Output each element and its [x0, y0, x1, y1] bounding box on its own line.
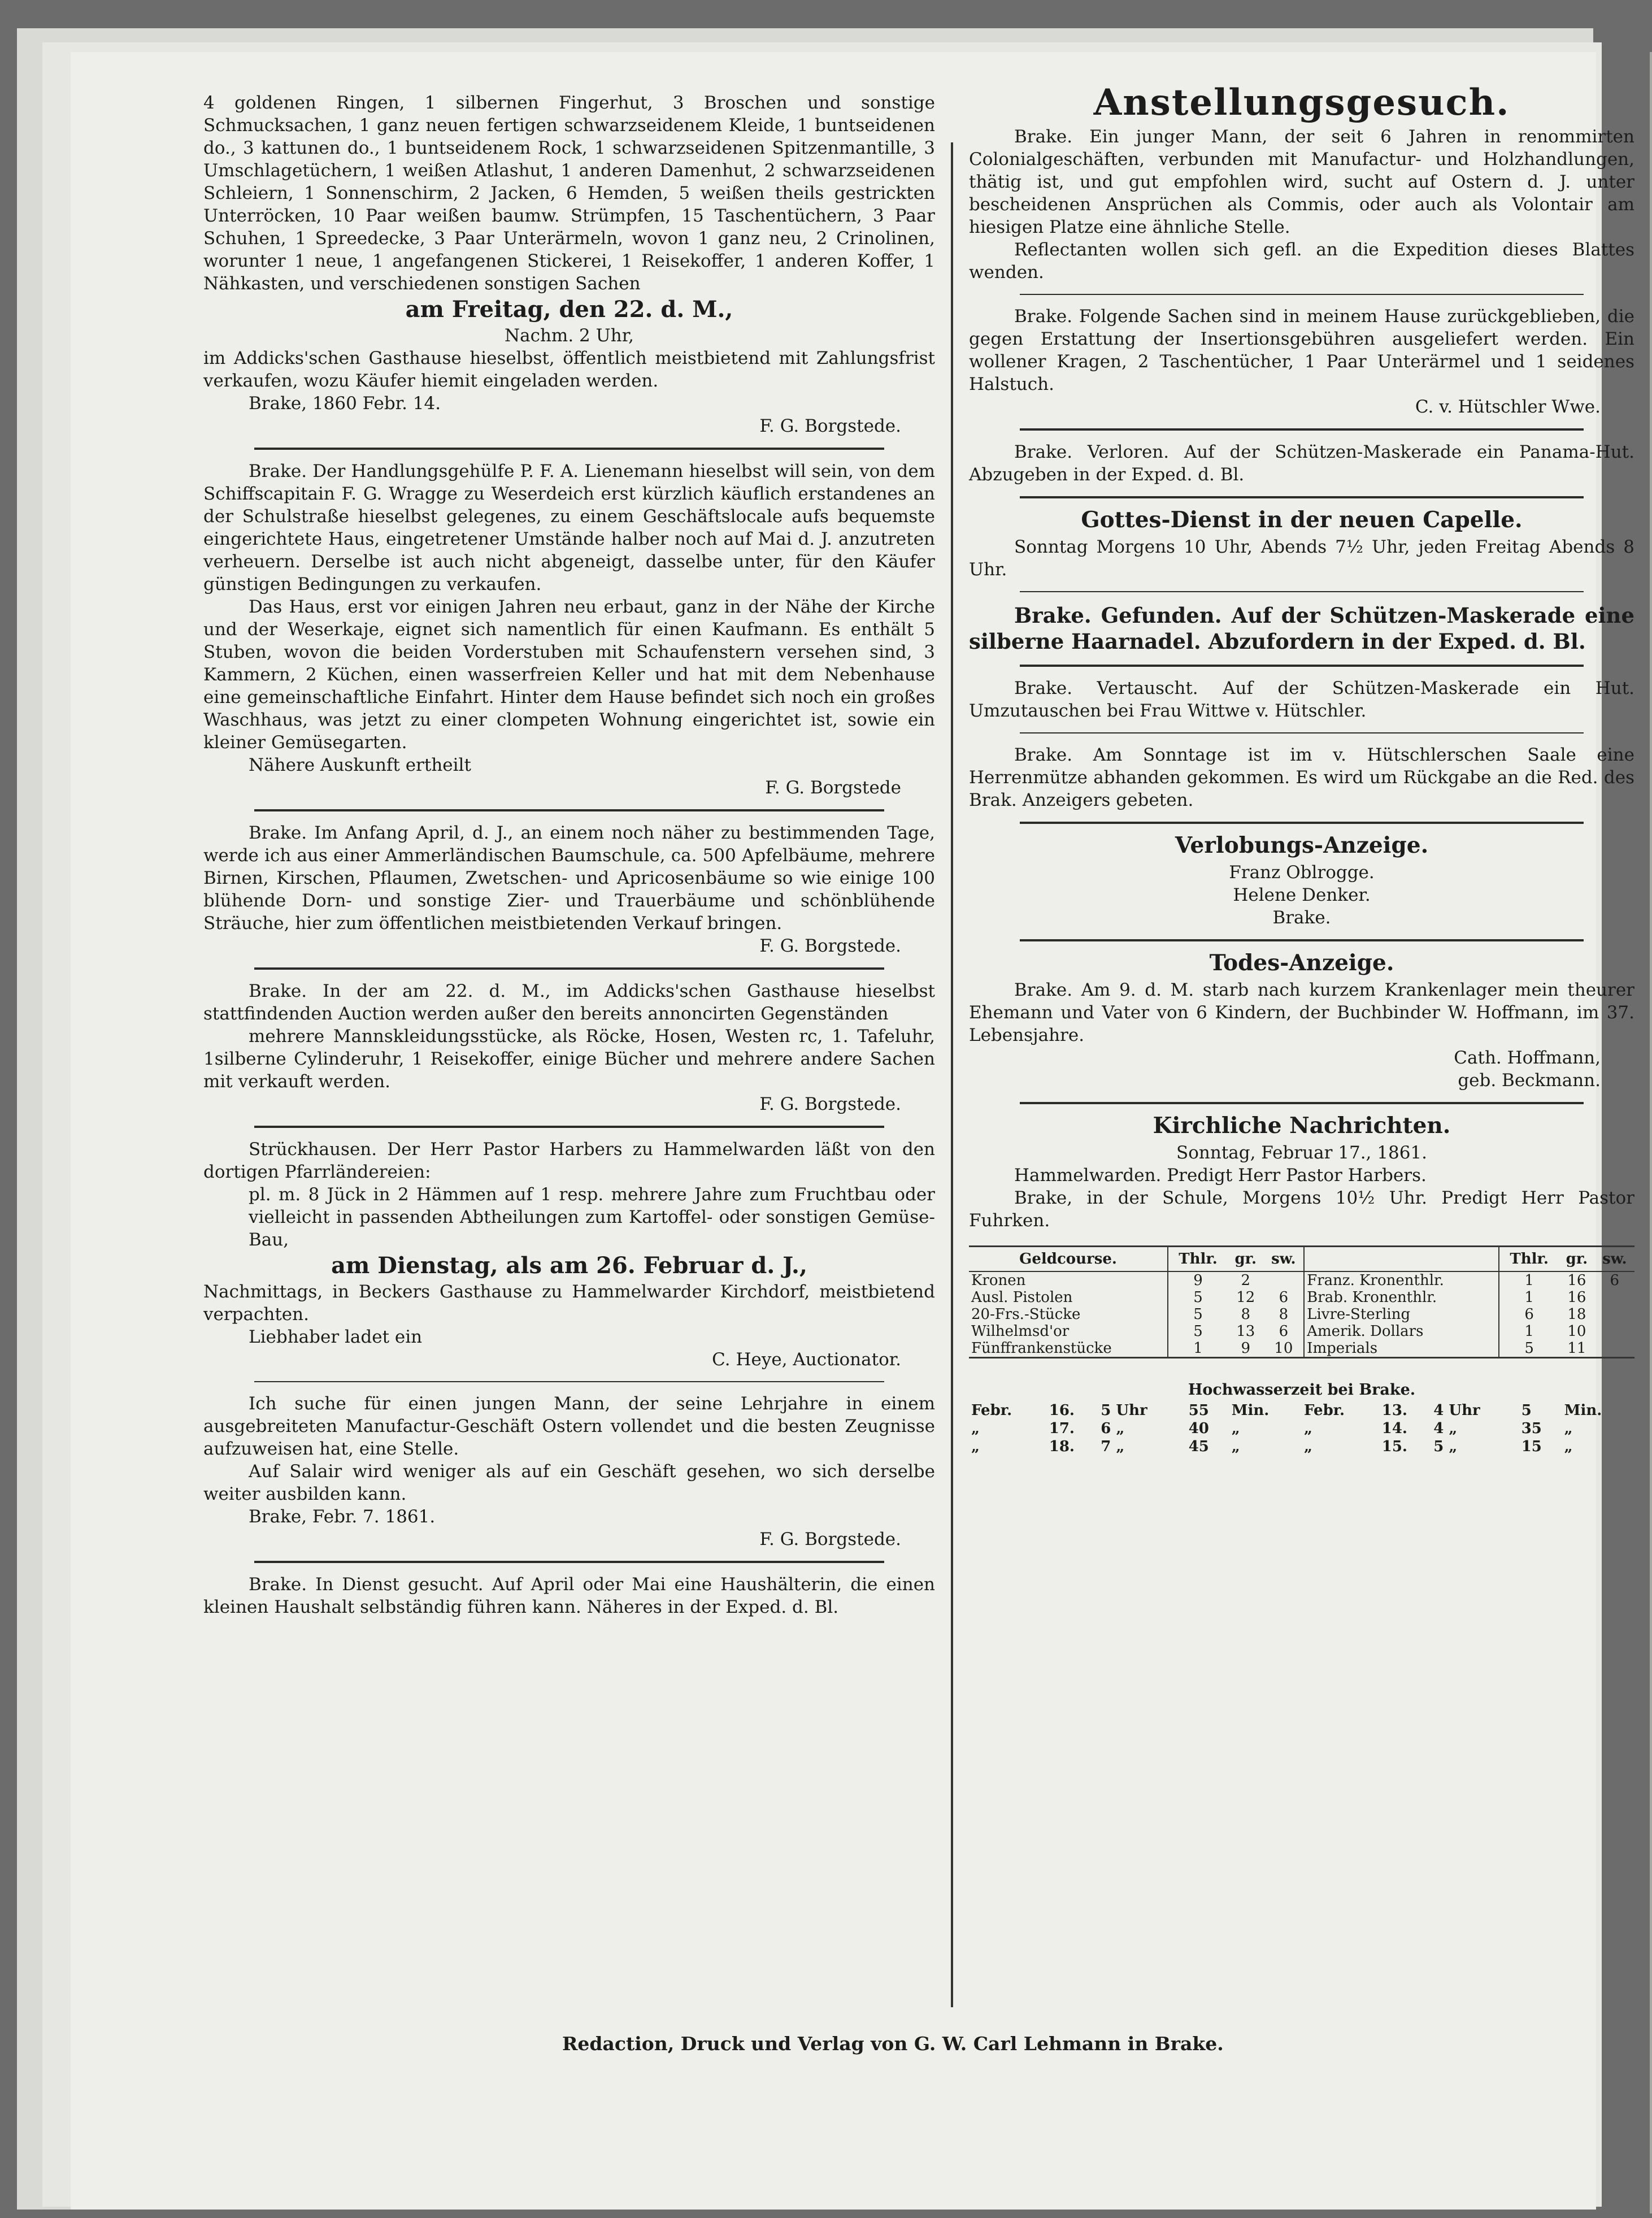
table-cell: „ [1231, 1420, 1240, 1437]
ad-housekeeper [203, 1573, 935, 1618]
geldcourse-header-cell: gr. [1228, 1247, 1264, 1272]
ad6-text2: Auf Salair wird weniger als auf ein Geschäft gesehen, wo sich derselbe weiter ausbilden kann. [203, 1461, 935, 1504]
geldcourse-header-cell: sw. [1595, 1247, 1634, 1272]
table-cell: 5 Uhr [1101, 1402, 1147, 1419]
table-cell: 5 [1168, 1289, 1228, 1306]
table-cell: Ausl. Pistolen [971, 1289, 1073, 1306]
table-cell [1595, 1340, 1634, 1358]
table-row [969, 1340, 1634, 1358]
separator [254, 1561, 884, 1563]
table-cell: 1 [1168, 1340, 1228, 1358]
table-cell: 4 Uhr [1433, 1402, 1480, 1419]
r1-text2: Reflectanten wollen sich gefl. an die Expedition dieses Blattes wenden. [969, 240, 1634, 283]
table-row [969, 1289, 1634, 1306]
table-cell: 9 [1168, 1271, 1228, 1289]
r10-line1: Hammelwarden. Predigt Herr Pastor Harbers. [1014, 1165, 1427, 1186]
heading-verlobung: Verlobungs-Anzeige. [1175, 832, 1429, 858]
table-cell: 1 [1499, 1289, 1559, 1306]
ad-house-rent [203, 460, 935, 799]
heading-anstellungsgesuch: Anstellungsgesuch. [1093, 81, 1510, 124]
table-cell: Franz. Kronenthlr. [1304, 1271, 1499, 1289]
ad1-signature: F. G. Borgstede. [759, 416, 901, 436]
table-cell: 8 [1241, 1306, 1250, 1323]
table-cell: „ [1564, 1438, 1573, 1455]
ad5-date: am Dienstag, als am 26. Februar d. J., [331, 1252, 807, 1279]
geldcourse-header-cell: gr. [1559, 1247, 1595, 1272]
r2-text: Brake. Folgende Sachen sind in meinem Hause zurückgeblieben, die gegen Erstattung der Insertionsgebühren ausgeliefert werden. Ein wollener Kragen, 2 Taschentücher, 1 Paar Unterärmel und 1 seidenes Halstuch. [969, 306, 1634, 394]
ad5-text2: pl. m. 8 Jück in 2 Hämmen auf 1 resp. mehrere Jahre zum Fruchtbau oder vielleicht in passenden Abtheilungen zum Kartoffel- oder sonstigen Gemüse-Bau, [249, 1184, 935, 1250]
table-cell: 4 „ [1433, 1420, 1458, 1437]
ad-trees [203, 822, 935, 957]
table-cell: 5 [1168, 1323, 1228, 1340]
ad6-text: Ich suche für einen jungen Mann, der seine Lehrjahre in einem ausgebreiteten Manufactur-Geschäft Ostern vollendet und die besten Zeugnisse aufzuweisen hat, eine Stelle. [203, 1394, 935, 1459]
table-cell: Wilhelmsd'or [971, 1323, 1070, 1340]
table-cell: 40 [1188, 1420, 1209, 1437]
separator [1020, 732, 1584, 733]
r10-line2: Brake, in der Schule, Morgens 10½ Uhr. Predigt Herr Pastor Fuhrken. [969, 1188, 1634, 1231]
table-cell: Amerik. Dollars [1304, 1323, 1499, 1340]
table-cell: 13 [1236, 1323, 1255, 1340]
table-cell: 45 [1188, 1438, 1209, 1455]
separator [254, 967, 884, 970]
table-cell: 9 [1241, 1340, 1250, 1357]
r7-text: Brake. Am Sonntage ist im v. Hütschlerschen Saale eine Herrenmütze abhanden gekommen. Es wird um Rückgabe an die Red. des Brak. Anzeigers gebeten. [969, 745, 1634, 810]
table-cell: 5 [1499, 1340, 1559, 1358]
table-cell: 17. [1049, 1420, 1075, 1437]
table-cell [1595, 1289, 1634, 1306]
geldcourse-header-cell: Thlr. [1168, 1247, 1228, 1272]
table-cell [1595, 1323, 1634, 1340]
separator [1020, 822, 1584, 824]
table-cell: Brab. Kronenthlr. [1304, 1289, 1499, 1306]
table-cell: 6 [1279, 1289, 1289, 1306]
ad1-date: am Freitag, den 22. d. M., [405, 296, 733, 323]
column-divider [951, 142, 953, 2007]
ad5-text: Strückhausen. Der Herr Pastor Harbers zu Hammelwarden läßt von den dortigen Pfarrländereien: [203, 1139, 935, 1182]
table-cell: 11 [1567, 1340, 1586, 1357]
ad5-text3: Nachmittags, in Beckers Gasthause zu Hammelwarder Kirchdorf, meistbietend verpachten. [203, 1282, 935, 1325]
table-cell: 18. [1049, 1438, 1075, 1455]
table-cell: „ [1303, 1438, 1312, 1455]
table-cell: „ [971, 1438, 980, 1455]
separator [1020, 665, 1584, 667]
ad1-time: Nachm. 2 Uhr, [505, 325, 634, 346]
table-cell: 20-Frs.-Stücke [971, 1306, 1081, 1323]
table-cell: 15 [1521, 1438, 1542, 1455]
separator [254, 809, 884, 811]
table-cell: 55 [1188, 1402, 1209, 1419]
table-cell: 6 [1610, 1272, 1620, 1289]
r10-date: Sonntag, Februar 17., 1861. [1176, 1143, 1428, 1163]
separator [254, 1381, 884, 1382]
table-cell: 8 [1279, 1306, 1289, 1323]
heading-todesanzeige: Todes-Anzeige. [1209, 950, 1394, 976]
ad-lease [203, 1138, 935, 1371]
table-cell: 5 [1168, 1306, 1228, 1323]
geldcourse-header-cell: sw. [1264, 1247, 1305, 1272]
table-cell: 15. [1381, 1438, 1407, 1455]
table-cell: Febr. [1303, 1402, 1345, 1419]
r9-text: Brake. Am 9. d. M. starb nach kurzem Krankenlager mein theurer Ehemann und Vater von 6 Kindern, der Buchbinder W. Hoffmann, im 37. Lebensjahre. [969, 980, 1634, 1045]
r4-text: Sonntag Morgens 10 Uhr, Abends 7½ Uhr, jeden Freitag Abends 8 Uhr. [969, 537, 1634, 580]
ad2-info: Nähere Auskunft ertheilt [249, 755, 471, 775]
table-row [969, 1438, 1634, 1456]
ad3-signature: F. G. Borgstede. [759, 936, 901, 956]
r8-place: Brake. [1272, 908, 1331, 928]
table-cell: 2 [1241, 1272, 1250, 1289]
table-cell: 6 [1499, 1306, 1559, 1323]
ad1-dateline: Brake, 1860 Febr. 14. [249, 393, 441, 414]
geldcourse-table [969, 1245, 1634, 1358]
table-cell: 16 [1567, 1289, 1586, 1306]
imprint-footer: Redaction, Druck und Verlag von G. W. Carl Lehmann in Brake. [562, 2033, 1224, 2055]
r2-signature: C. v. Hütschler Wwe. [1415, 397, 1601, 417]
table-cell: Livre-Sterling [1304, 1306, 1499, 1323]
separator [1020, 428, 1584, 431]
ad7-text: Brake. In Dienst gesucht. Auf April oder Mai eine Haushälterin, die einen kleinen Haushalt selbständig führen kann. Näheres in der Exped. d. Bl. [203, 1574, 935, 1617]
ad5-text4: Liebhaber ladet ein [249, 1327, 423, 1347]
hochwasser-title: Hochwasserzeit bei Brake. [1188, 1381, 1416, 1399]
ad6-dateline: Brake, Febr. 7. 1861. [249, 1507, 436, 1527]
r9-sign1: Cath. Hoffmann, [1454, 1048, 1601, 1068]
separator [254, 1126, 884, 1128]
table-cell [1264, 1271, 1305, 1289]
table-cell: 1 [1499, 1323, 1559, 1340]
ad4-signature: F. G. Borgstede. [759, 1094, 901, 1114]
newspaper-page [71, 52, 1634, 2210]
table-cell: Febr. [971, 1402, 1012, 1419]
separator [254, 448, 884, 450]
left-column [203, 92, 935, 1626]
table-cell: 16. [1049, 1402, 1075, 1419]
table-cell: Imperials [1304, 1340, 1499, 1358]
right-column [969, 81, 1634, 1456]
table-row [969, 1401, 1634, 1420]
table-cell: 12 [1236, 1289, 1255, 1306]
r1-text: Brake. Ein junger Mann, der seit 6 Jahren in renommirten Colonialgeschäften, verbunden mit Manufactur- und Holzhandlungen, thätig ist, und gut empfohlen wird, sucht auf Ostern d. J. unter bescheidenen Ansprüchen als Commis, oder auch als Volontair am hiesigen Platze eine ähnliche Stelle. [969, 127, 1634, 237]
ad4-text: Brake. In der am 22. d. M., im Addicks'schen Gasthause hieselbst stattfindenden Auction werden außer den bereits annoncirten Gegenständen [203, 981, 935, 1024]
ad1-place: im Addicks'schen Gasthause hieselbst, öffentlich meistbietend mit Zahlungsfrist verkaufen, wozu Käufer hiemit eingeladen werden. [203, 348, 935, 391]
separator [1020, 939, 1584, 941]
table-cell: 5 [1521, 1402, 1532, 1419]
table-cell: 13. [1381, 1402, 1407, 1419]
page-edge-line [1650, 52, 1652, 2213]
table-cell [1595, 1306, 1634, 1323]
table-cell: „ [1231, 1438, 1240, 1455]
table-cell: 16 [1567, 1272, 1586, 1289]
heading-gottesdienst: Gottes-Dienst in der neuen Capelle. [1081, 507, 1523, 533]
ad-auction-additional [203, 980, 935, 1115]
r9-sign2: geb. Beckmann. [1458, 1070, 1601, 1091]
table-cell: 1 [1499, 1271, 1559, 1289]
table-row [969, 1420, 1634, 1438]
table-cell: 6 „ [1101, 1420, 1125, 1437]
table-cell: „ [1564, 1420, 1573, 1437]
ad2-text2: Das Haus, erst vor einigen Jahren neu erbaut, ganz in der Nähe der Kirche und der Weserkaje, eignet sich namentlich für einen Kaufmann. Es enthält 5 Stuben, wovon die beiden Vorderstuben mit Schaufenstern versehen sind, 3 Kammern, 2 Küchen, einen wasserfreien Keller und hat mit dem Nebenhause eine gemeinschaftliche Einfahrt. Hinter dem Hause befindet sich noch ein großes Waschhaus, was jetzt zu einer clompeten Wohnung eingerichtet ist, sowie ein kleiner Gemüsegarten. [203, 597, 935, 753]
ad6-signature: F. G. Borgstede. [759, 1529, 901, 1549]
separator [1020, 294, 1584, 295]
ad2-signature: F. G. Borgstede [765, 778, 901, 798]
r5-text: Brake. Gefunden. Auf der Schützen-Maskerade eine silberne Haarnadel. Abzufordern in der Exped. d. Bl. [969, 603, 1634, 654]
geldcourse-header-cell: Thlr. [1499, 1247, 1559, 1272]
ad3-text: Brake. Im Anfang April, d. J., an einem noch näher zu bestimmenden Tage, werde ich aus einer Ammerländischen Baumschule, ca. 500 Apfelbäume, mehrere Birnen, Kirschen, Pflaumen, Zwetschen- und Apricosenbäume so wie einige 100 blühende Dorn- und sonstige Zier- und Trauerbäume und schönblühende Sträuche, hier zum öffentlichen meistbietenden Verkauf bringen. [203, 823, 935, 934]
table-row [969, 1323, 1634, 1340]
ad1-text: 4 goldenen Ringen, 1 silbernen Fingerhut, 3 Broschen und sonstige Schmucksachen, 1 ganz neuen fertigen schwarzseidenem Kleide, 1 buntseidenen do., 3 kattunen do., 1 buntseidenem Rock, 1 schwarzseidenen Spitzenmantille, 3 Umschlagetüchern, 1 weißen Atlashut, 1 anderen Damenhut, 2 schwarzseidenen Schleiern, 1 Sonnenschirm, 2 Jacken, 6 Hemden, 5 weißen theils gestrickten Unterröcken, 10 Paar weißen baumw. Strümpfen, 15 Taschentüchern, 3 Paar Schuhen, 1 Spreedecke, 3 Paar Unterärmeln, wovon 1 ganz neu, 2 Crinolinen, worunter 1 neue, 1 angefangenen Stickerei, 1 Reisekoffer, 1 anderen Koffer, 1 Nähkasten, und verschiedenen sonstigen Sachen [203, 93, 935, 294]
table-cell: 7 „ [1101, 1438, 1125, 1455]
table-cell: Min. [1564, 1402, 1602, 1419]
heading-kirchliche-nachrichten: Kirchliche Nachrichten. [1153, 1113, 1451, 1139]
table-row [969, 1306, 1634, 1323]
geldcourse-header-cell [1304, 1247, 1499, 1272]
r8-name1: Franz Oblrogge. [1229, 862, 1375, 883]
table-cell: „ [971, 1420, 980, 1437]
table-cell: Min. [1231, 1402, 1270, 1419]
geldcourse-header-row [969, 1247, 1634, 1272]
separator [1020, 496, 1584, 498]
r8-name2: Helene Denker. [1233, 885, 1371, 905]
separator [1020, 591, 1584, 592]
table-cell: 10 [1567, 1323, 1586, 1340]
table-cell: „ [1303, 1420, 1312, 1437]
ad2-text: Brake. Der Handlungsgehülfe P. F. A. Lienemann hieselbst will sein, von dem Schiffscapitain F. G. Wragge zu Weserdeich erst kürzlich käuflich erstandenes an der Schulstraße hieselbst gelegenes, zu einem Geschäftslocale aufs bequemste eingerichtete Haus, eingetretener Umstände halber noch auf Mai d. J. anzutreten verheuern. Derselbe ist auch nicht abgeneigt, dasselbe unter, für den Käufer günstigen Bedingungen zu verkaufen. [203, 461, 935, 594]
table-cell: 5 „ [1433, 1438, 1458, 1455]
table-cell: Kronen [971, 1272, 1026, 1289]
r6-text: Brake. Vertauscht. Auf der Schützen-Maskerade ein Hut. Umzutauschen bei Frau Wittwe v. Hütschler. [969, 678, 1634, 721]
table-cell: 14. [1381, 1420, 1407, 1437]
table-cell: 18 [1567, 1306, 1586, 1323]
hochwasser-table [969, 1401, 1634, 1456]
r3-text: Brake. Verloren. Auf der Schützen-Maskerade ein Panama-Hut. Abzugeben in der Exped. d. Bl. [969, 442, 1634, 485]
table-cell: 35 [1521, 1420, 1542, 1437]
table-row [969, 1271, 1634, 1289]
ad5-signature: C. Heye, Auctionator. [712, 1349, 901, 1370]
ad-auction-clothes [203, 92, 935, 437]
ad-job-seeker [203, 1392, 935, 1551]
table-cell: 10 [1274, 1340, 1293, 1357]
table-cell: Fünffrankenstücke [971, 1340, 1112, 1357]
geldcourse-header-cell: Geldcourse. [969, 1247, 1168, 1272]
ad4-text2: mehrere Mannskleidungsstücke, als Röcke, Hosen, Westen rc, 1. Tafeluhr, 1silberne Cylinderuhr, 1 Reisekoffer, einige Bücher und mehrere andere Sachen mit verkauft werden. [203, 1026, 935, 1092]
table-cell: 6 [1279, 1323, 1289, 1340]
separator [1020, 1102, 1584, 1104]
